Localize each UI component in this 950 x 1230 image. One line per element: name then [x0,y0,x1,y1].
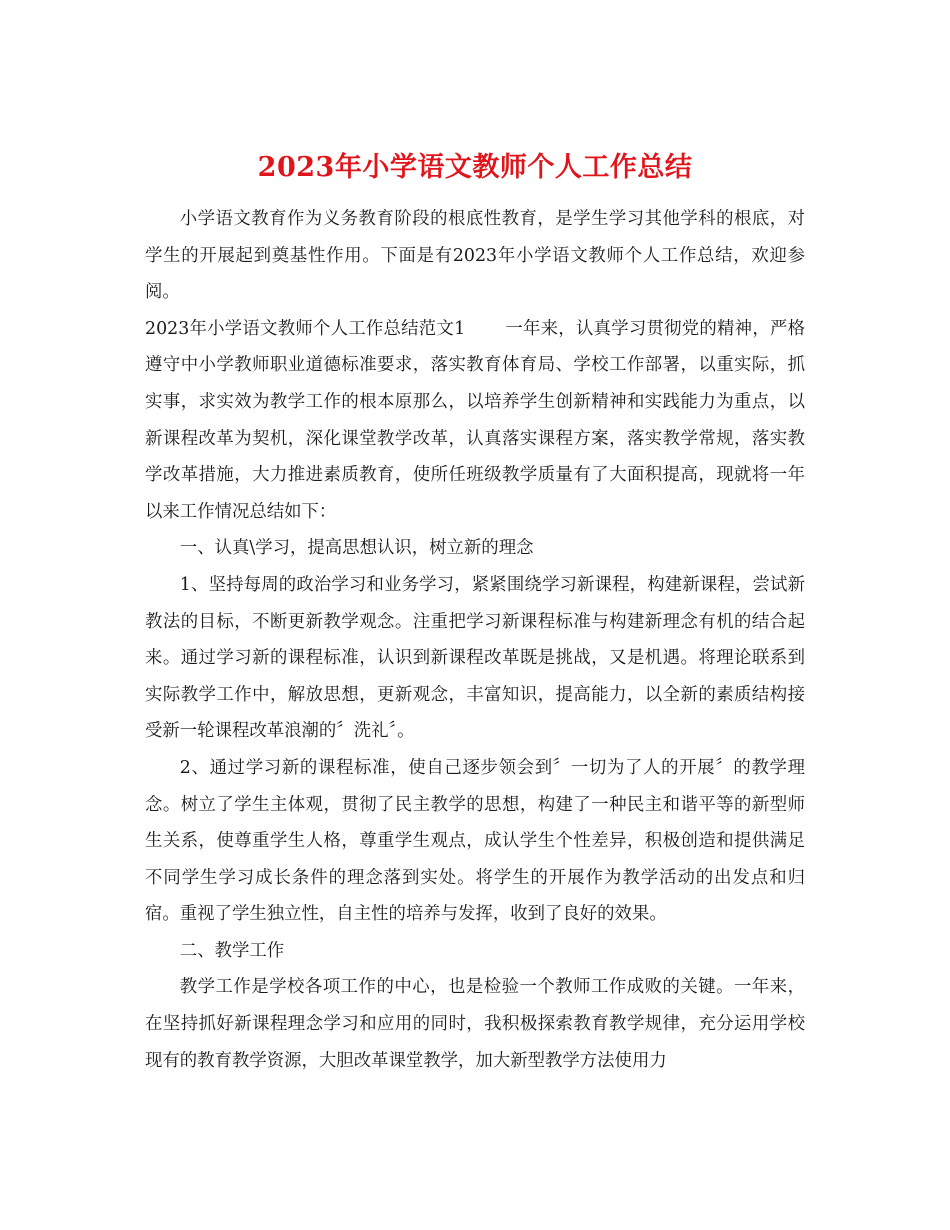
document-body [145,201,805,1079]
sample-text: 一年来，认真学习贯彻党的精神，严格遵守中小学教师职业道德标准要求，落实教育体育局、学校工作部署，以重实际，抓实事，求实效为教学工作的根本原那么，以培养学生创新精神和实践能力为重点，以新课程改革为契机，深化课堂教学改革，认真落实课程方案，落实教学常规，落实教学改革措施，大力推进素质教育，使所任班级教学质量有了大面积提高，现就将一年以来工作情况总结如下： [145,318,805,522]
item2-paragraph: 2、通过学习新的课程标准，使自己逐步领会到〞一切为了人的开展〞的教学理念。树立了学生主体观，贯彻了民主教学的思想，构建了一种民主和谐平等的新型师生关系，使尊重学生人格，尊重学生观点，成认学生个性差异，积极创造和提供满足不同学生学习成长条件的理念落到实处。将学生的开展作为教学活动的出发点和归宿。重视了学生独立性，自主性的培养与发挥，收到了良好的效果。 [145,757,805,925]
section2-heading: 二、教学工作 [179,940,285,961]
document-title: 2023年小学语文教师个人工作总结 [257,152,693,184]
item1-paragraph: 1、坚持每周的政治学习和业务学习，紧紧围绕学习新课程，构建新课程，尝试新教法的目标，不断更新教学观念。注重把学习新课程标准与构建新理念有机的结合起来。通过学习新的课程标准，认识到新课程改革既是挑战，又是机遇。将理论联系到实际教学工作中，解放思想，更新观念，丰富知识，提高能力，以全新的素质结构接受新一轮课程改革浪潮的〞洗礼〞。 [145,574,805,742]
sample-paragraph [145,311,805,531]
section1-heading: 一、认真\学习，提高思想认识，树立新的理念 [179,538,534,559]
sample-heading: 2023年小学语文教师个人工作总结范文1 [145,318,466,339]
intro-paragraph: 小学语文教育作为义务教育阶段的根底性教育，是学生学习其他学科的根底，对学生的开展起到奠基性作用。下面是有2023年小学语文教师个人工作总结，欢迎参阅。 [145,209,805,303]
section2-paragraph: 教学工作是学校各项工作的中心，也是检验一个教师工作成败的关键。一年来，在坚持抓好新课程理念学习和应用的同时，我积极探索教育教学规律，充分运用学校现有的教育教学资源，大胆改革课堂教学，加大新型教学方法使用力 [145,977,805,1071]
